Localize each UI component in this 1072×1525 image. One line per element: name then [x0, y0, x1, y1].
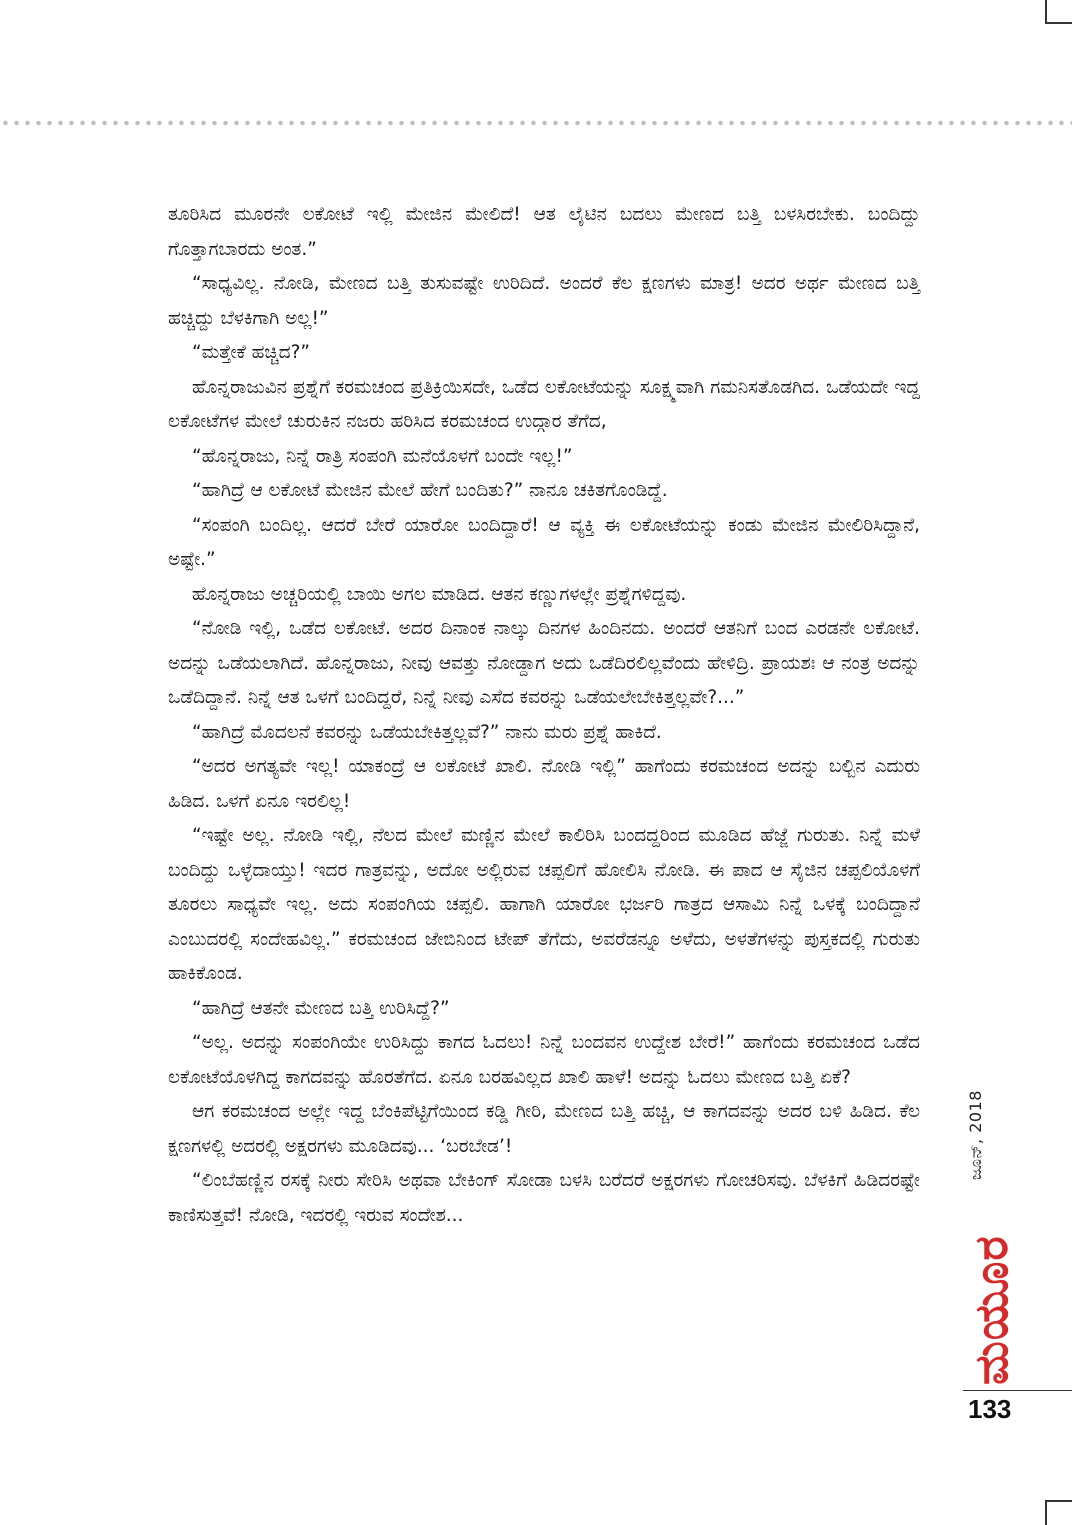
paragraph: “ಸಾಧ್ಯವಿಲ್ಲ. ನೋಡಿ, ಮೇಣದ ಬತ್ತಿ ತುಸುವಷ್ಟೇ ಉರಿದಿದೆ. ಅಂದರೆ ಕೆಲ ಕ್ಷಣಗಳು ಮಾತ್ರ! ಅದರ ಅರ್ಥ ಮೇಣದ ಬತ್ತಿ ಹಚ್ಚಿದ್ದು ಬೆಳಕಿಗಾಗಿ ಅಲ್ಲ!” — [168, 273, 920, 329]
paragraph: “ಮತ್ತೇಕೆ ಹಚ್ಚಿದ?” — [192, 342, 311, 363]
paragraph: ಹೊನ್ನರಾಜು ಅಚ್ಚರಿಯಲ್ಲಿ ಬಾಯಿ ಅಗಲ ಮಾಡಿದ. ಆತನ ಕಣ್ಣುಗಳಲ್ಲೇ ಪ್ರಶ್ನೆಗಳಿದ್ದವು. — [192, 583, 687, 605]
crop-mark-top-horizontal — [1045, 22, 1072, 24]
paragraph: ಆಗ ಕರಮಚಂದ ಅಲ್ಲೇ ಇದ್ದ ಬೆಂಕಿಪೆಟ್ಟಿಗೆಯಿಂದ ಕಡ್ಡಿ ಗೀರಿ, ಮೇಣದ ಬತ್ತಿ ಹಚ್ಚಿ, ಆ ಕಾಗದವನ್ನು ಅದರ ಬಳಿ ಹಿಡಿದ. ಕೆಲ ಕ್ಷಣಗಳಲ್ಲಿ ಅದರಲ್ಲಿ ಅಕ್ಷರಗಳು ಮೂಡಿದವು... ‘ಬರಬೇಡ’! — [168, 1101, 920, 1157]
paragraph: “ಇಷ್ಟೇ ಅಲ್ಲ. ನೋಡಿ ಇಲ್ಲಿ, ನೆಲದ ಮೇಲೆ ಮಣ್ಣಿನ ಮೇಲೆ ಕಾಲಿರಿಸಿ ಬಂದದ್ದರಿಂದ ಮೂಡಿದ ಹೆಜ್ಜೆ ಗುರುತು. ನಿನ್ನೆ ಮಳೆ ಬಂದಿದ್ದು ಒಳ್ಳೆದಾಯ್ತು! ಇದರ ಗಾತ್ರವನ್ನು, ಅದೋ ಅಲ್ಲಿರುವ ಚಪ್ಪಲಿಗೆ ಹೋಲಿಸಿ ನೋಡಿ. ಈ ಪಾದ ಆ ಸೈಜಿನ ಚಪ್ಪಲಿಯೊಳಗೆ ತೂರಲು ಸಾಧ್ಯವೇ ಇಲ್ಲ. ಅದು ಸಂಪಂಗಿಯ ಚಪ್ಪಲಿ. ಹಾಗಾಗಿ ಯಾರೋ ಭರ್ಜರಿ ಗಾತ್ರದ ಆಸಾಮಿ ನಿನ್ನೆ ಒಳಕ್ಕೆ ಬಂದಿದ್ದಾನೆ ಎಂಬುದರಲ್ಲಿ ಸಂದೇಹವಿಲ್ಲ.” ಕರಮಚಂದ ಜೇಬಿನಿಂದ ಟೇಪ್ ತೆಗೆದು, ಅವರೆಡನ್ನೂ ಅಳೆದು, ಅಳತೆಗಳನ್ನು ಪುಸ್ತಕದಲ್ಲಿ ಗುರುತು ಹಾಕಿಕೊಂಡ. — [168, 825, 920, 984]
footer-rule — [963, 1390, 1072, 1391]
paragraph: “ಹಾಗಿದ್ರೆ ಮೊದಲನೆ ಕವರನ್ನು ಒಡೆಯಬೇಕಿತ್ತಲ್ಲವೆ?” ನಾನು ಮರು ಪ್ರಶ್ನೆ ಹಾಕಿದೆ. — [192, 721, 662, 743]
crop-mark-bottom-horizontal — [1045, 1500, 1072, 1502]
paragraph: “ಹೊನ್ನರಾಜು, ನಿನ್ನೆ ರಾತ್ರಿ ಸಂಪಂಗಿ ಮನೆಯೊಳಗೆ ಬಂದೇ ಇಲ್ಲ!” — [192, 445, 573, 467]
paragraph: “ಅಲ್ಲ. ಅದನ್ನು ಸಂಪಂಗಿಯೇ ಉರಿಸಿದ್ದು ಕಾಗದ ಓದಲು! ನಿನ್ನೆ ಬಂದವನ ಉದ್ದೇಶ ಬೇರೆ!” ಹಾಗೆಂದು ಕರಮಚಂದ ಒಡೆದ ಲಕೋಟೆಯೊಳಗಿದ್ದ ಕಾಗದವನ್ನು ಹೊರತೆಗೆದ. ಏನೂ ಬರಹವಿಲ್ಲದ ಖಾಲಿ ಹಾಳೆ! ಅದನ್ನು ಓದಲು ಮೇಣದ ಬತ್ತಿ ಏಕೆ? — [168, 1032, 920, 1088]
paragraph: “ನೋಡಿ ಇಲ್ಲಿ, ಒಡೆದ ಲಕೋಟೆ. ಅದರ ದಿನಾಂಕ ನಾಲ್ಕು ದಿನಗಳ ಹಿಂದಿನದು. ಅಂದರೆ ಆತನಿಗೆ ಬಂದ ಎರಡನೇ ಲಕೋಟೆ. ಅದನ್ನು ಒಡೆಯಲಾಗಿದೆ. ಹೊನ್ನರಾಜು, ನೀವು ಆವತ್ತು ನೋಡ್ದಾಗ ಅದು ಒಡೆದಿರಲಿಲ್ಲವೆಂದು ಹೇಳಿದ್ರಿ. ಪ್ರಾಯಶಃ ಆ ನಂತ್ರ ಅದನ್ನು ಒಡೆದಿದ್ದಾನೆ. ನಿನ್ನೆ ಆತ ಒಳಗೆ ಬಂದಿದ್ದರೆ, ನಿನ್ನೆ ನೀವು ಎಸೆದ ಕವರನ್ನು ಒಡೆಯಲೇಬೇಕಿತ್ತಲ್ಲವೇ?...” — [168, 618, 920, 708]
paragraph: ಹೊನ್ನರಾಜುವಿನ ಪ್ರಶ್ನೆಗೆ ಕರಮಚಂದ ಪ್ರತಿಕ್ರಿಯಿಸದೇ, ಒಡೆದ ಲಕೋಟೆಯನ್ನು ಸೂಕ್ಷ್ಮವಾಗಿ ಗಮನಿಸತೊಡಗಿದ. ಒಡೆಯದೇ ಇದ್ದ ಲಕೋಟೆಗಳ ಮೇಲೆ ಚುರುಕಿನ ನಜರು ಹರಿಸಿದ ಕರಮಚಂದ ಉದ್ಗಾರ ತೆಗೆದ, — [168, 376, 920, 432]
dotted-divider — [0, 120, 1072, 126]
magazine-logo: ಮಯೂರ — [964, 1235, 1018, 1385]
paragraph: “ಸಂಪಂಗಿ ಬಂದಿಲ್ಲ. ಆದರೆ ಬೇರೆ ಯಾರೋ ಬಂದಿದ್ದಾರೆ! ಆ ವ್ಯಕ್ತಿ ಈ ಲಕೋಟೆಯನ್ನು ಕಂಡು ಮೇಜಿನ ಮೇಲಿರಿಸಿದ್ದಾನೆ, ಅಷ್ಟೇ.” — [168, 514, 920, 570]
paragraph: “ಅದರ ಅಗತ್ಯವೇ ಇಲ್ಲ! ಯಾಕಂದ್ರೆ ಆ ಲಕೋಟೆ ಖಾಲಿ. ನೋಡಿ ಇಲ್ಲಿ” ಹಾಗೆಂದು ಕರಮಚಂದ ಅದನ್ನು ಬಲ್ಬಿನ ಎದುರು ಹಿಡಿದ. ಒಳಗೆ ಏನೂ ಇರಲಿಲ್ಲ! — [168, 756, 920, 812]
article-body — [168, 198, 920, 1233]
paragraph: “ಹಾಗಿದ್ರೆ ಆತನೇ ಮೇಣದ ಬತ್ತಿ ಉರಿಸಿದ್ದೆ?” — [192, 997, 450, 1019]
crop-mark-bottom-vertical — [1045, 1500, 1047, 1525]
paragraph: ತೂರಿಸಿದ ಮೂರನೇ ಲಕೋಟೆ ಇಲ್ಲಿ ಮೇಜಿನ ಮೇಲಿದೆ! ಆತ ಲೈಟಿನ ಬದಲು ಮೇಣದ ಬತ್ತಿ ಬಳಸಿರಬೇಕು. ಬಂದಿದ್ದು ಗೊತ್ತಾಗಬಾರದು ಅಂತ.” — [168, 204, 920, 260]
paragraph: “ಹಾಗಿದ್ರೆ ಆ ಲಕೋಟೆ ಮೇಜಿನ ಮೇಲೆ ಹೇಗೆ ಬಂದಿತು?” ನಾನೂ ಚಕಿತಗೊಂಡಿದ್ದೆ. — [192, 480, 668, 501]
paragraph: “ಲಿಂಬೆಹಣ್ಣಿನ ರಸಕ್ಕೆ ನೀರು ಸೇರಿಸಿ ಅಥವಾ ಬೇಕಿಂಗ್ ಸೋಡಾ ಬಳಸಿ ಬರೆದರೆ ಅಕ್ಷರಗಳು ಗೋಚರಿಸವು. ಬೆಳಕಿಗೆ ಹಿಡಿದರಷ್ಟೇ ಕಾಣಿಸುತ್ತವೆ! ನೋಡಿ, ಇದರಲ್ಲಿ ಇರುವ ಸಂದೇಶ... — [168, 1170, 920, 1226]
crop-mark-top-vertical — [1045, 0, 1047, 24]
page-number: 133 — [968, 1394, 1012, 1424]
issue-date: ಜೂನ್, 2018 — [966, 1090, 985, 1180]
